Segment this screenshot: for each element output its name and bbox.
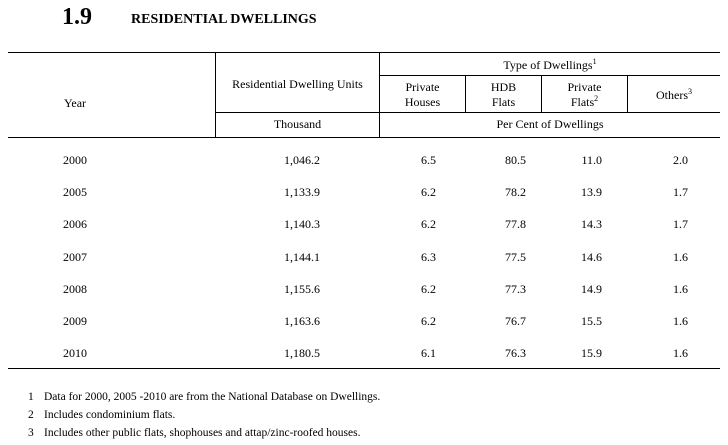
- cell-private-houses: 6.2: [421, 217, 436, 231]
- footnote-2: [28, 408, 175, 422]
- footnote-number: 1: [28, 391, 34, 403]
- cell-units: 1,144.1: [284, 250, 320, 264]
- cell-private-houses: 6.5: [421, 153, 436, 167]
- cell-others: 1.6: [673, 282, 688, 296]
- cell-private-flats: 15.5: [581, 314, 602, 328]
- row-year: 2006: [63, 217, 87, 231]
- footnote-ref-2: 2: [594, 94, 599, 103]
- cell-private-houses: 6.3: [421, 250, 436, 264]
- header-private-houses-line1: Private: [405, 80, 440, 94]
- row-year: 2005: [63, 185, 87, 199]
- cell-hdb: 77.5: [505, 250, 526, 264]
- header-units: Residential Dwelling Units: [232, 77, 363, 91]
- footnote-3: [28, 426, 361, 440]
- header-hdb-line1: HDB: [490, 80, 517, 94]
- cell-hdb: 80.5: [505, 153, 526, 167]
- footnote-text: Includes other public flats, shophouses and attap/zinc-roofed houses.: [44, 427, 361, 439]
- footnote-1: [28, 390, 380, 404]
- header-type-group-label: Type of Dwellings: [503, 58, 593, 72]
- cell-others: 1.7: [673, 217, 688, 231]
- cell-units: 1,180.5: [284, 346, 320, 360]
- cell-others: 1.6: [673, 314, 688, 328]
- header-others: [628, 88, 720, 103]
- cell-units: 1,133.9: [284, 185, 320, 199]
- row-year: 2009: [63, 314, 87, 328]
- cell-others: 1.6: [673, 250, 688, 264]
- cell-others: 1.6: [673, 346, 688, 360]
- header-type-group: [380, 58, 720, 73]
- cell-others: 1.7: [673, 185, 688, 199]
- cell-units: 1,163.6: [284, 314, 320, 328]
- header-hdb-line2: Flats: [491, 95, 516, 109]
- row-year: 2000: [63, 153, 87, 167]
- cell-hdb: 77.8: [505, 217, 526, 231]
- cell-units: 1,155.6: [284, 282, 320, 296]
- cell-private-flats: 14.9: [581, 282, 602, 296]
- cell-private-flats: 14.6: [581, 250, 602, 264]
- cell-hdb: 77.3: [505, 282, 526, 296]
- cell-private-flats: 15.9: [581, 346, 602, 360]
- header-private-houses: [380, 80, 465, 110]
- header-unit-thousand: Thousand: [273, 117, 322, 131]
- header-year: Year: [63, 96, 87, 110]
- cell-private-houses: 6.1: [421, 346, 436, 360]
- header-private-flats-line1: Private: [567, 80, 602, 94]
- row-year: 2008: [63, 282, 87, 296]
- table-top-rule: [8, 52, 720, 53]
- footnote-text: Data for 2000, 2005 -2010 are from the National Database on Dwellings.: [44, 391, 381, 403]
- footnote-text: Includes condominium flats.: [44, 409, 176, 421]
- header-bottom-rule: [8, 137, 720, 138]
- footnote-number: 2: [28, 409, 34, 421]
- footnote-ref-1: 1: [592, 57, 597, 66]
- cell-private-houses: 6.2: [421, 185, 436, 199]
- cell-private-flats: 11.0: [581, 153, 602, 167]
- header-hdb-flats: [466, 80, 541, 110]
- header-private-houses-line2: Houses: [404, 95, 441, 109]
- cell-private-flats: 14.3: [581, 217, 602, 231]
- type-group-rule: [380, 75, 720, 76]
- cell-hdb: 76.3: [505, 346, 526, 360]
- cell-hdb: 76.7: [505, 314, 526, 328]
- table-title: RESIDENTIAL DWELLINGS: [131, 12, 317, 27]
- footnote-ref-3: 3: [688, 87, 692, 96]
- header-others-label: Others: [656, 88, 688, 102]
- table-number: 1.9: [62, 4, 92, 30]
- cell-others: 2.0: [673, 153, 688, 167]
- cell-private-houses: 6.2: [421, 282, 436, 296]
- cell-units: 1,046.2: [284, 153, 320, 167]
- header-unit-percent: Per Cent of Dwellings: [496, 117, 604, 131]
- cell-private-flats: 13.9: [581, 185, 602, 199]
- row-year: 2007: [63, 250, 87, 264]
- unit-rule: [215, 112, 720, 113]
- header-private-flats-line2: Flats: [570, 95, 595, 109]
- cell-units: 1,140.3: [284, 217, 320, 231]
- cell-private-houses: 6.2: [421, 314, 436, 328]
- cell-hdb: 78.2: [505, 185, 526, 199]
- header-private-flats: [542, 80, 627, 110]
- row-year: 2010: [63, 346, 87, 360]
- table-bottom-rule: [8, 368, 720, 369]
- footnote-number: 3: [28, 427, 34, 439]
